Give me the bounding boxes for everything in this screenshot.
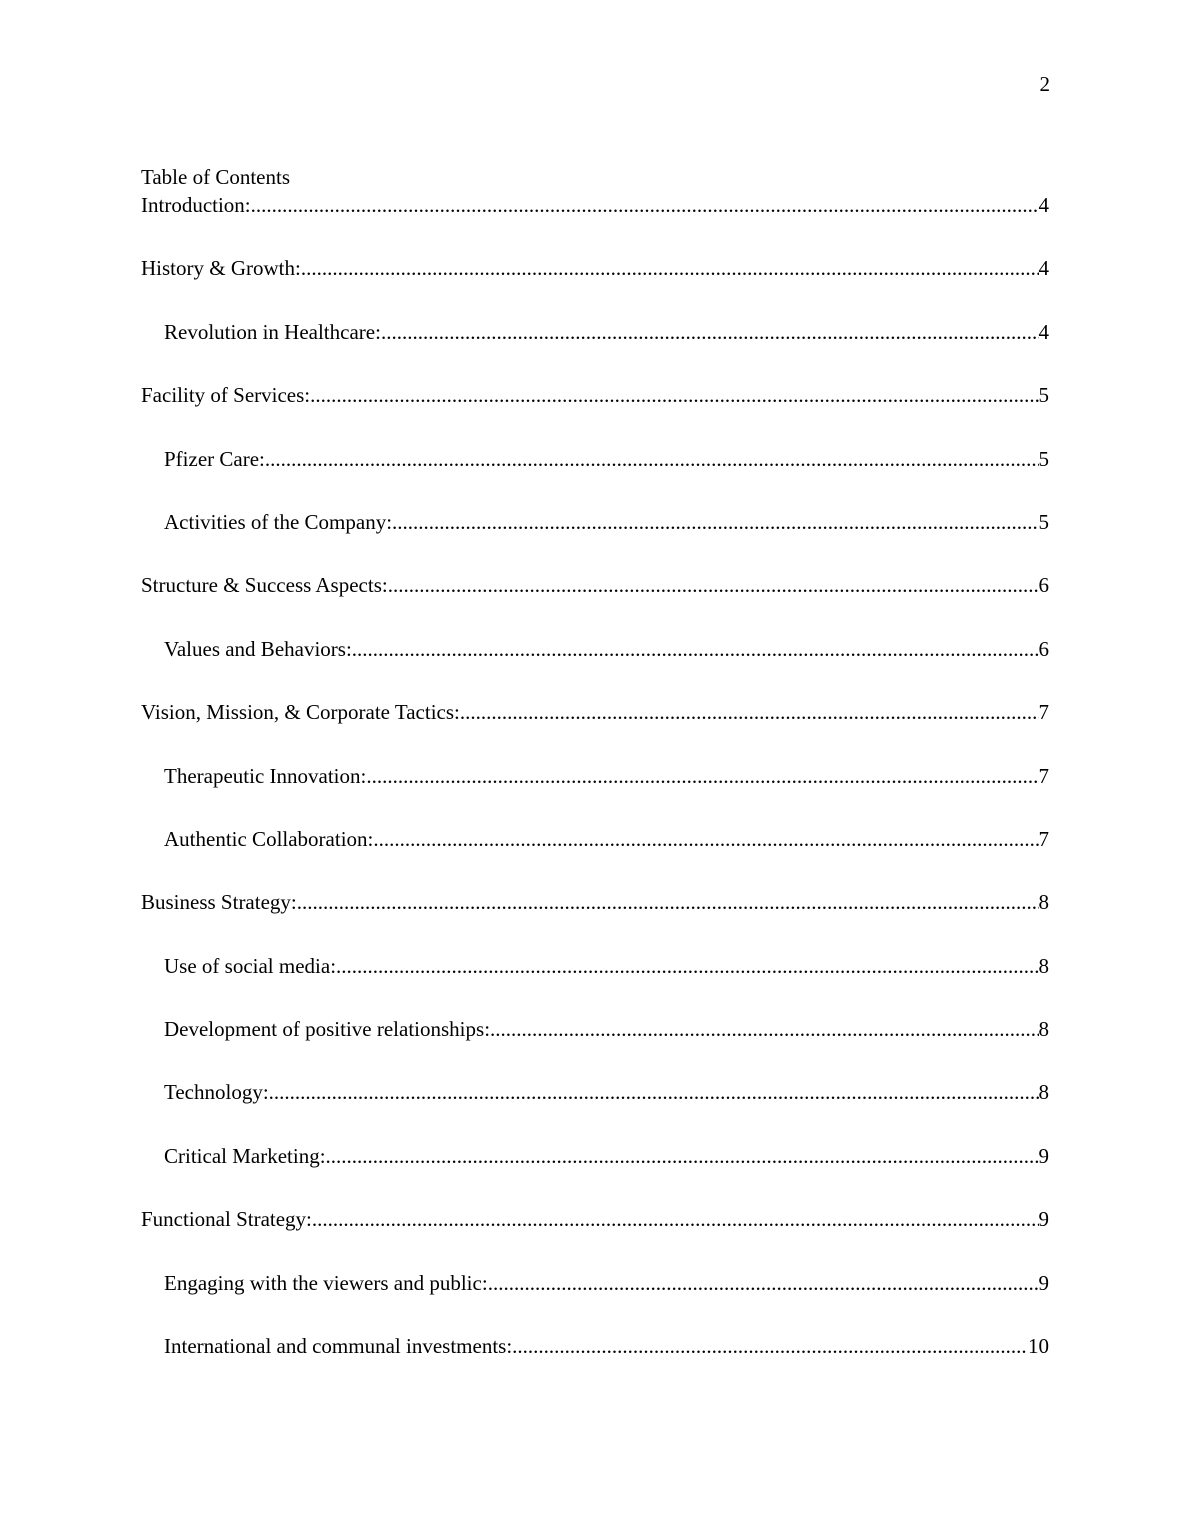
toc-entry-page-number: 9 bbox=[1038, 1207, 1049, 1232]
toc-entry-page-number: 7 bbox=[1038, 826, 1049, 851]
toc-entry-page-number: 4 bbox=[1038, 256, 1049, 281]
toc-dot-leader bbox=[512, 1332, 1028, 1360]
toc-entry[interactable] bbox=[141, 1078, 1049, 1106]
toc-entry-page-number: 7 bbox=[1038, 763, 1049, 788]
toc-entry[interactable] bbox=[141, 1332, 1049, 1360]
toc-entry[interactable] bbox=[141, 762, 1049, 790]
toc-dot-leader bbox=[251, 191, 1039, 219]
toc-entry[interactable] bbox=[141, 571, 1049, 599]
toc-dot-leader bbox=[336, 952, 1038, 980]
toc-entry-label: Engaging with the viewers and public: bbox=[164, 1270, 488, 1295]
toc-entry-page-number: 8 bbox=[1038, 890, 1049, 915]
toc-entry-page-number: 5 bbox=[1038, 509, 1049, 534]
toc-entry-label: History & Growth: bbox=[141, 256, 301, 281]
toc-entry-label: Facility of Services: bbox=[141, 383, 311, 408]
toc-entry[interactable] bbox=[141, 445, 1049, 473]
toc-entry-page-number: 4 bbox=[1038, 193, 1049, 217]
toc-dot-leader bbox=[310, 381, 1038, 409]
toc-entry[interactable] bbox=[141, 254, 1049, 282]
toc-entry-page-number: 5 bbox=[1038, 383, 1049, 408]
toc-entry-label: International and communal investments: bbox=[164, 1334, 513, 1359]
toc-entry-label: Critical Marketing: bbox=[164, 1143, 326, 1168]
toc-dot-leader bbox=[312, 1205, 1039, 1233]
toc-entry-page-number: 10 bbox=[1028, 1334, 1049, 1359]
toc-entry[interactable] bbox=[141, 318, 1049, 346]
toc-dot-leader bbox=[373, 825, 1038, 853]
toc-dot-leader bbox=[269, 1078, 1039, 1106]
toc-entry-page-number: 6 bbox=[1038, 636, 1049, 661]
toc-entry-label: Authentic Collaboration: bbox=[164, 826, 374, 851]
toc-dot-leader bbox=[326, 1142, 1039, 1170]
toc-entry-label: Activities of the Company: bbox=[164, 509, 393, 534]
table-of-contents bbox=[141, 163, 1049, 1395]
toc-entry[interactable] bbox=[141, 952, 1049, 980]
toc-entry-page-number: 8 bbox=[1038, 1080, 1049, 1105]
toc-dot-leader bbox=[265, 445, 1039, 473]
toc-dot-leader bbox=[366, 762, 1038, 790]
toc-entry[interactable] bbox=[141, 635, 1049, 663]
toc-entry-page-number: 4 bbox=[1038, 319, 1049, 344]
toc-entry[interactable] bbox=[141, 381, 1049, 409]
toc-entry-page-number: 8 bbox=[1038, 953, 1049, 978]
toc-list bbox=[141, 191, 1049, 1360]
toc-entry-page-number: 5 bbox=[1038, 446, 1049, 471]
page-number: 2 bbox=[1039, 72, 1050, 96]
toc-entry[interactable] bbox=[141, 508, 1049, 536]
toc-dot-leader bbox=[460, 698, 1039, 726]
toc-entry[interactable] bbox=[141, 888, 1049, 916]
toc-entry-page-number: 7 bbox=[1038, 700, 1049, 725]
toc-entry-label: Introduction: bbox=[141, 193, 251, 217]
toc-entry[interactable] bbox=[141, 191, 1049, 219]
toc-title: Table of Contents bbox=[141, 165, 290, 189]
toc-entry[interactable] bbox=[141, 1269, 1049, 1297]
toc-dot-leader bbox=[488, 1269, 1039, 1297]
toc-dot-leader bbox=[388, 571, 1039, 599]
toc-entry-label: Structure & Success Aspects: bbox=[141, 573, 388, 598]
toc-entry-label: Revolution in Healthcare: bbox=[164, 319, 381, 344]
toc-entry[interactable] bbox=[141, 825, 1049, 853]
toc-dot-leader bbox=[297, 888, 1039, 916]
toc-entry-label: Therapeutic Innovation: bbox=[164, 763, 367, 788]
toc-entry[interactable] bbox=[141, 1015, 1049, 1043]
toc-dot-leader bbox=[490, 1015, 1038, 1043]
toc-entry-label: Technology: bbox=[164, 1080, 269, 1105]
toc-entry-page-number: 6 bbox=[1038, 573, 1049, 598]
toc-dot-leader bbox=[392, 508, 1038, 536]
toc-entry-page-number: 8 bbox=[1038, 1017, 1049, 1042]
toc-entry-page-number: 9 bbox=[1038, 1270, 1049, 1295]
toc-entry-page-number: 9 bbox=[1038, 1143, 1049, 1168]
toc-dot-leader bbox=[352, 635, 1039, 663]
toc-dot-leader bbox=[381, 318, 1039, 346]
toc-entry-label: Pfizer Care: bbox=[164, 446, 265, 471]
toc-entry[interactable] bbox=[141, 1205, 1049, 1233]
toc-entry-label: Values and Behaviors: bbox=[164, 636, 352, 661]
toc-entry-label: Business Strategy: bbox=[141, 890, 297, 915]
toc-entry-label: Use of social media: bbox=[164, 953, 337, 978]
toc-entry[interactable] bbox=[141, 698, 1049, 726]
toc-dot-leader bbox=[301, 254, 1039, 282]
toc-entry-label: Vision, Mission, & Corporate Tactics: bbox=[141, 700, 460, 725]
toc-entry-label: Development of positive relationships: bbox=[164, 1017, 491, 1042]
toc-entry[interactable] bbox=[141, 1142, 1049, 1170]
toc-entry-label: Functional Strategy: bbox=[141, 1207, 312, 1232]
